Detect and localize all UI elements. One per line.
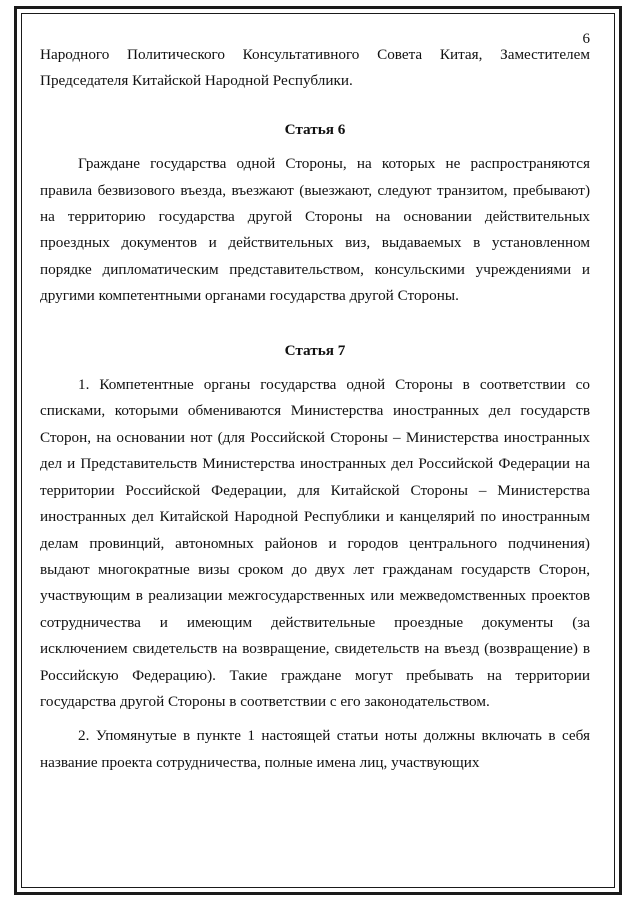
article-7-paragraph-1: 1. Компетентные органы государства одной Стороны в соответствии со списками, которыми обмениваются Министерства иностранных дел государств Сторон, на основании нот (для Российской Стороны – Министерства иностранных дел и Представительств Министерства иностранных дел Российской Федерации на территории Российской Федерации, для Китайской Стороны – Министерства иностранных дел Китайской Народной Республики и канцелярий по иностранным делам провинций, автономных районов и городов центрального подчинения) выдают многократные визы сроком до двух лет гражданам государств Сторон, участвующим в реализации межгосударственных или межведомственных проектов сотрудничества и имеющим действительные проездные документы (за исключением свидетельств на возвращение, свидетельств на въезд (возвращение) в Российскую Федерацию). Такие граждане могут пребывать на территории государства другой Стороны в соответствии с его законодательством.	[40, 376, 590, 710]
intro-paragraph: Народного Политического Консультативного Совета Китая, Заместителем Председателя Китайской Народной Республики.	[40, 46, 590, 90]
article-6-heading: Статья 6	[284, 120, 346, 138]
article-6-paragraph: Граждане государства одной Стороны, на которых не распространяются правила безвизового въезда, въезжают (выезжают, следуют транзитом, пребывают) на территорию государства другой Стороны на основании действительных проездных документов и действительных виз, выдаваемых в установленном порядке дипломатическим представительством, консульскими учреждениями и другими компетентными органами государства другой Стороны.	[40, 155, 590, 305]
document-body	[40, 42, 590, 776]
article-7-heading: Статья 7	[284, 341, 346, 359]
article-7-paragraph-2: 2. Упомянутые в пункте 1 настоящей статьи ноты должны включать в себя название проекта сотрудничества, полные имена лиц, участвующих	[40, 727, 590, 771]
page-number: 6	[582, 31, 590, 47]
